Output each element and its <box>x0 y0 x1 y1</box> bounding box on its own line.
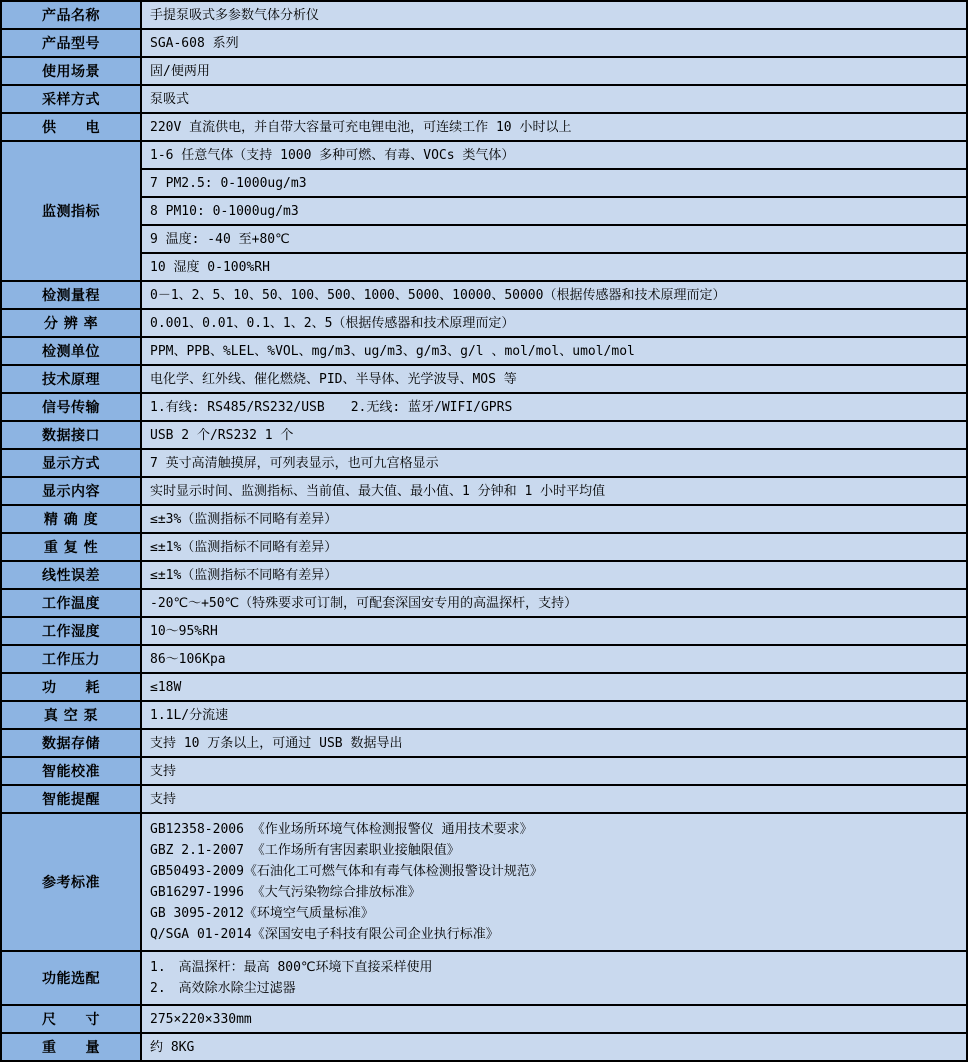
spec-value-cell: ≤±1%（监测指标不同略有差异） <box>141 533 967 561</box>
spec-label: 检测量程 <box>1 281 141 309</box>
spec-value-line: GB12358-2006 《作业场所环境气体检测报警仪 通用技术要求》 <box>150 822 533 837</box>
spec-value-cell: 275×220×330mm <box>141 1005 967 1033</box>
spec-value-cell: 8 PM10: 0-1000ug/m3 <box>141 197 967 225</box>
spec-value-cell: 电化学、红外线、催化燃烧、PID、半导体、光学波导、MOS 等 <box>141 365 967 393</box>
spec-value-cell: 10 湿度 0-100%RH <box>141 253 967 281</box>
spec-value-cell: 9 温度: -40 至+80℃ <box>141 225 967 253</box>
spec-label: 技术原理 <box>1 365 141 393</box>
spec-value-cell: 约 8KG <box>141 1033 967 1061</box>
spec-label: 数据存储 <box>1 729 141 757</box>
spec-value-cell: 支持 10 万条以上，可通过 USB 数据导出 <box>141 729 967 757</box>
spec-value-cell: 220V 直流供电，并自带大容量可充电锂电池，可连续工作 10 小时以上 <box>141 113 967 141</box>
spec-value-cell: 支持 <box>141 757 967 785</box>
spec-value-cell: 0－1、2、5、10、50、100、500、1000、5000、10000、50000（根据传感器和技术原理而定） <box>141 281 967 309</box>
spec-value-cell: 1.有线: RS485/RS232/USB 2.无线: 蓝牙/WIFI/GPRS <box>141 393 967 421</box>
spec-value-cell: 1-6 任意气体（支持 1000 多种可燃、有毒、VOCs 类气体） <box>141 141 967 169</box>
spec-value-cell: ≤±3%（监测指标不同略有差异） <box>141 505 967 533</box>
spec-label: 重 复 性 <box>1 533 141 561</box>
spec-value-line: GBZ 2.1-2007 《工作场所有害因素职业接触限值》 <box>150 843 460 858</box>
spec-value-cell: 86～106Kpa <box>141 645 967 673</box>
spec-label: 信号传输 <box>1 393 141 421</box>
spec-label: 精 确 度 <box>1 505 141 533</box>
spec-label: 重 量 <box>1 1033 141 1061</box>
spec-value-cell: SGA-608 系列 <box>141 29 967 57</box>
spec-label: 工作湿度 <box>1 617 141 645</box>
spec-label: 显示内容 <box>1 477 141 505</box>
spec-value-line: GB 3095-2012《环境空气质量标准》 <box>150 906 374 921</box>
spec-value-cell: 1.1L/分流速 <box>141 701 967 729</box>
spec-value-line: 1. 高温探杆：最高 800℃环境下直接采样使用 <box>150 960 433 975</box>
spec-value-line: GB50493-2009《石油化工可燃气体和有毒气体检测报警设计规范》 <box>150 864 543 879</box>
spec-label: 产品型号 <box>1 29 141 57</box>
spec-value-cell: 0.001、0.01、0.1、1、2、5（根据传感器和技术原理而定） <box>141 309 967 337</box>
spec-value-line: 2. 高效除水除尘过滤器 <box>150 981 296 996</box>
spec-label: 智能提醒 <box>1 785 141 813</box>
spec-label: 检测单位 <box>1 337 141 365</box>
spec-value-cell: -20℃～+50℃（特殊要求可订制，可配套深国安专用的高温探杆，支持） <box>141 589 967 617</box>
spec-label: 线性误差 <box>1 561 141 589</box>
spec-label: 使用场景 <box>1 57 141 85</box>
spec-label: 智能校准 <box>1 757 141 785</box>
spec-value-cell: PPM、PPB、%LEL、%VOL、mg/m3、ug/m3、g/m3、g/l 、mol/mol、umol/mol <box>141 337 967 365</box>
spec-label: 供 电 <box>1 113 141 141</box>
spec-value-line: GB16297-1996 《大气污染物综合排放标准》 <box>150 885 421 900</box>
spec-table-body <box>1 1 967 1061</box>
spec-value-cell: USB 2 个/RS232 1 个 <box>141 421 967 449</box>
spec-value-cell: 10～95%RH <box>141 617 967 645</box>
spec-label: 产品名称 <box>1 1 141 29</box>
spec-value-cell: ≤±1%（监测指标不同略有差异） <box>141 561 967 589</box>
spec-value-line: Q/SGA 01-2014《深国安电子科技有限公司企业执行标准》 <box>150 927 499 942</box>
spec-value-cell: 实时显示时间、监测指标、当前值、最大值、最小值、1 分钟和 1 小时平均值 <box>141 477 967 505</box>
spec-label: 数据接口 <box>1 421 141 449</box>
spec-label: 功 耗 <box>1 673 141 701</box>
spec-value-cell: 支持 <box>141 785 967 813</box>
spec-label: 真 空 泵 <box>1 701 141 729</box>
spec-label: 工作压力 <box>1 645 141 673</box>
spec-label: 显示方式 <box>1 449 141 477</box>
spec-label: 监测指标 <box>1 141 141 281</box>
spec-label: 工作温度 <box>1 589 141 617</box>
spec-value-cell <box>141 951 967 1005</box>
spec-label: 采样方式 <box>1 85 141 113</box>
spec-label: 尺 寸 <box>1 1005 141 1033</box>
spec-label: 参考标准 <box>1 813 141 951</box>
spec-label: 分 辨 率 <box>1 309 141 337</box>
spec-value-cell: 固/便两用 <box>141 57 967 85</box>
spec-value-cell: 手提泵吸式多参数气体分析仪 <box>141 1 967 29</box>
spec-value-cell: 7 英寸高清触摸屏，可列表显示，也可九宫格显示 <box>141 449 967 477</box>
spec-label: 功能选配 <box>1 951 141 1005</box>
spec-value-cell <box>141 813 967 951</box>
spec-value-cell: 7 PM2.5: 0-1000ug/m3 <box>141 169 967 197</box>
spec-value-cell: ≤18W <box>141 673 967 701</box>
spec-value-cell: 泵吸式 <box>141 85 967 113</box>
